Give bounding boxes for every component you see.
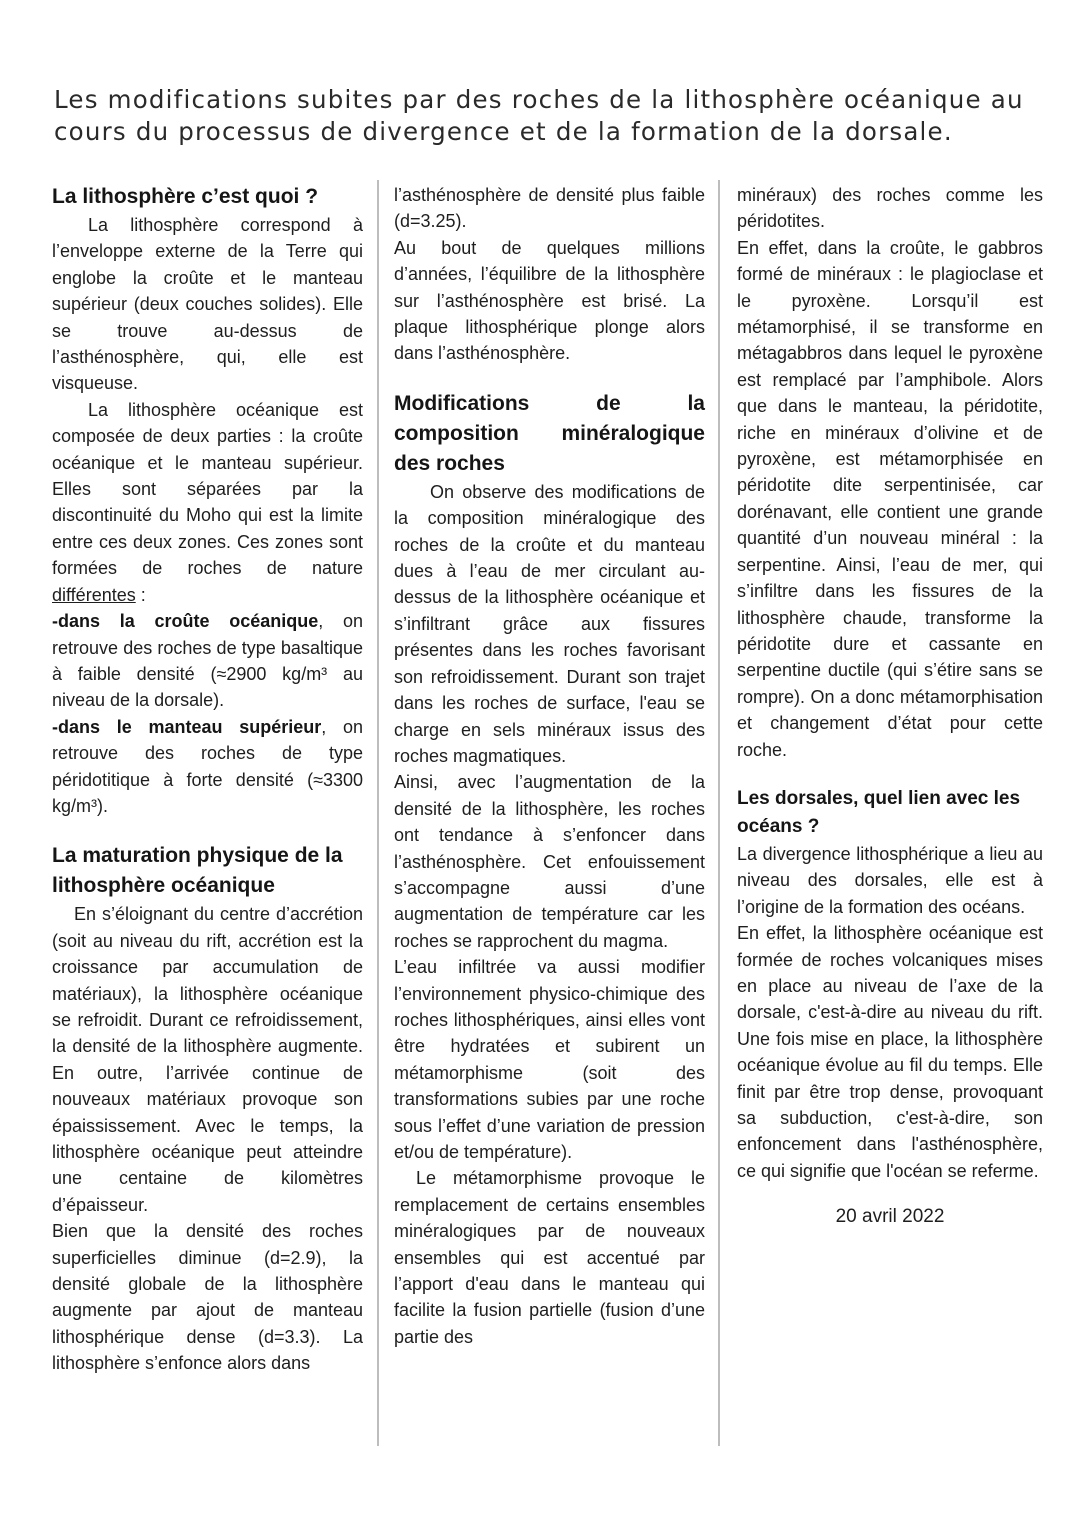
column-3 — [737, 182, 1043, 1231]
paragraph: minéraux) des roches comme les péridotites. — [737, 185, 1043, 232]
section-heading: Modifications de la composition minéralogique des roches — [394, 391, 705, 475]
paragraph: La divergence lithosphérique a lieu au niveau des dorsales, elle est à l’origine de la formation des océans. — [737, 843, 1043, 917]
document-title: Les modifications subites par des roches de la lithosphère océanique au cours du processus de divergence et de la formation de la dorsale. — [54, 85, 1024, 146]
paragraph: Le métamorphisme provoque le remplacement de certains ensembles minéralogiques par de nouveaux ensembles qui est accentué par l’apport d'eau dans le manteau qui facilite la fusion partielle (fusion d’une partie des — [394, 1168, 705, 1347]
paragraph: Ainsi, avec l’augmentation de la densité de la lithosphère, les roches ont tendance à s’enfoncer dans l’asthénosphère. Cet enfouissement s’accompagne aussi d’une augmentation de température car les roches se rapprochent du magma. — [394, 772, 705, 951]
section-heading: La lithosphère c’est quoi ? — [52, 185, 319, 208]
column-2 — [394, 182, 705, 1350]
paragraph: L’eau infiltrée va aussi modifier l’environnement physico-chimique des roches lithosphériques, ainsi elles vont être hydratées et subirent un métamorphisme (soit des transformations subies par une roche sous l’effet d’une variation de pression et/ou de température). — [394, 957, 705, 1162]
bold-label: -dans le manteau supérieur — [52, 716, 322, 737]
paragraph: -dans le manteau supérieur, on retrouve des roches de type péridotitique à forte densité (≈3300 kg/m³). — [52, 716, 363, 816]
paragraph: Bien que la densité des roches superficielles diminue (d=2.9), la densité globale de la lithosphère augmente par ajout de manteau lithosphérique dense (d=3.3). La lithosphère s’enfonce alors dans — [52, 1221, 363, 1374]
column-1 — [52, 182, 363, 1377]
section-heading: La maturation physique de la lithosphère océanique — [52, 844, 343, 898]
column-divider — [718, 180, 720, 1446]
paragraph: La lithosphère océanique est composée de deux parties : la croûte océanique et le manteau supérieur. Elles sont séparées par la discontinuité du Moho qui est la limite entre ces deux zones. Ces zones sont formées de roches de nature différentes : — [52, 399, 363, 605]
paragraph: l’asthénosphère de densité plus faible (d=3.25). — [394, 185, 705, 232]
section-heading: Les dorsales, quel lien avec les océans ? — [737, 787, 1021, 837]
document-date: 20 avril 2022 — [835, 1206, 945, 1228]
paragraph: La lithosphère correspond à l’enveloppe externe de la Terre qui englobe la croûte et le manteau supérieur (deux couches solides). Elle se trouve au-dessus de l’asthénosphère, qui, elle est visqueuse. — [52, 215, 363, 394]
paragraph: En effet, la lithosphère océanique est formée de roches volcaniques mises en place au niveau de l’axe de la dorsale, c'est-à-dire au niveau du rift. Une fois mise en place, la lithosphère océanique évolue au fil du temps. Elle finit par être trop dense, provoquant sa subduction, c'est-à-dire, son enfoncement dans l'asthénosphère, ce qui signifie que l'océan se referme. — [737, 923, 1043, 1181]
paragraph: On observe des modifications de la composition minéralogique des roches de la croûte et du manteau dues à l’eau de mer circulant au-dessus de la lithosphère océanique et s’infiltrant grâce aux fissures présentes dans les roches favorisant son refroidissement. Durant son trajet dans les roches de surface, l'eau se charge en sels minéraux issus des roches magmatiques. — [394, 481, 705, 766]
column-divider — [377, 180, 379, 1446]
paragraph: -dans la croûte océanique, on retrouve des roches de type basaltique à faible densité (≈2900 kg/m³ au niveau de la dorsale). — [52, 611, 363, 711]
underlined-word: différentes — [52, 584, 136, 605]
paragraph: En effet, dans la croûte, le gabbros formé de minéraux : le plagioclase et le pyroxène. Lorsqu’il est métamorphisé, il se transforme en métagabbros dans lequel le pyroxène est remplacé par l’amphibole. Alors que dans le manteau, la péridotite, riche en minéraux d’olivine et de pyroxène, est métamorphisée en péridotite dite serpentinisée, car dorénavant, elle contient une grande quantité d’un nouveau minéral : la serpentine. Ainsi, l’eau de mer, qui s’infiltre dans les fissures de la lithosphère chaude, transforme la péridotite dure et cassante en serpentine ductile (qui s’étire sans se rompre). On a donc métamorphisation et changement d’état pour cette roche. — [737, 237, 1043, 760]
paragraph: Au bout de quelques millions d’années, l’équilibre de la lithosphère sur l’asthénosphère est brisé. La plaque lithosphérique plonge alors dans l’asthénosphère. — [394, 237, 705, 364]
bold-label: -dans la croûte océanique — [52, 611, 319, 632]
paragraph: En s’éloignant du centre d’accrétion (soit au niveau du rift, accrétion est la croissance par accumulation de matériaux), la lithosphère océanique se refroidit. Durant ce refroidissement, la densité de la lithosphère augmente. En outre, l’arrivée continue de nouveaux matériaux provoque son épaississement. Avec le temps, la lithosphère océanique peut atteindre une centaine de kilomètres d’épaisseur. — [52, 904, 363, 1215]
